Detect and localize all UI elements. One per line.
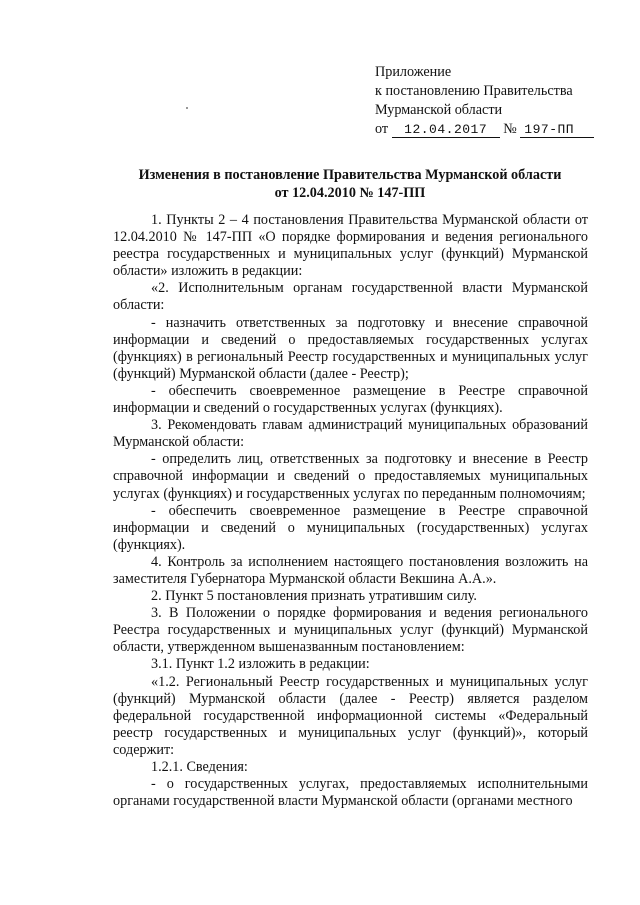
document-number: 197-ПП (520, 122, 594, 138)
paragraph-13: 1.2.1. Сведения: (151, 759, 248, 775)
paragraph-3: - назначить ответственных за подготовку и внесение справочной информации и сведений о предоставляемых государственных услугах (функциях) в региональный Реестр государственных и муниципальных услуг (функций) Мурманской области (далее - Реестр); (113, 314, 588, 382)
appendix-header (375, 63, 594, 139)
paragraph-9: 2. Пункт 5 постановления признать утратившим силу. (151, 588, 477, 605)
document-body (113, 212, 588, 810)
number-label: № (503, 121, 517, 137)
ot-label: от (375, 121, 389, 137)
scan-speck (186, 107, 188, 109)
appendix-date-number-line (375, 120, 594, 139)
paragraph-8: 4. Контроль за исполнением настоящего постановления возложить на заместителя Губернатора Мурманской области Векшина А.А.». (113, 553, 588, 587)
appendix-region-line: Мурманской области (375, 102, 503, 118)
paragraph-5: 3. Рекомендовать главам администраций муниципальных образований Мурманской области: (113, 417, 588, 451)
paragraph-2: «2. Исполнительным органам государственной власти Мурманской области: (113, 280, 588, 314)
paragraph-4: - обеспечить своевременное размещение в Реестре справочной информации и сведений о государственных услугах (функциях). (113, 382, 588, 417)
paragraph-1: 1. Пункты 2 – 4 постановления Правительства Мурманской области от 12.04.2010 № 147-ПП «О порядке формирования и ведения регионального реестра государственных и муниципальных услуг (функций) Мурманской области» изложить в редакции: (113, 212, 588, 280)
paragraph-11: 3.1. Пункт 1.2 изложить в редакции: (151, 656, 370, 673)
paragraph-6: - определить лиц, ответственных за подготовку и внесение в Реестр справочной информации и сведений о предоставляемых муниципальных услугах (функциях) и государственных услугах по переданным полномочиям; (113, 451, 588, 502)
title-line-1: Изменения в постановление Правительства Мурманской области (138, 167, 562, 183)
paragraph-12: «1.2. Региональный Реестр государственных и муниципальных услуг (функций) Мурманской области (далее - Реестр) является разделом федеральной государственной информационной системы «Федеральный реестр государственных и муниципальных услуг (функций)», который содержит: (113, 673, 588, 758)
title-line-2: от 12.04.2010 № 147-ПП (274, 185, 426, 201)
document-date: 12.04.2017 (392, 122, 500, 138)
appendix-resolution-line: к постановлению Правительства (375, 83, 573, 99)
appendix-label: Приложение (375, 64, 452, 80)
paragraph-7: - обеспечить своевременное размещение в Реестре справочной информации и сведений о муниципальных (государственных) услугах (функциях). (113, 502, 588, 553)
paragraph-14: - о государственных услугах, предоставляемых исполнительными органами государственной власти Мурманской области (органами местного (113, 776, 588, 810)
document-title (80, 166, 620, 202)
paragraph-10: 3. В Положении о порядке формирования и ведения регионального Реестра государственных и муниципальных услуг (функций) Мурманской области, утвержденном вышеназванным постановлением: (113, 605, 588, 656)
